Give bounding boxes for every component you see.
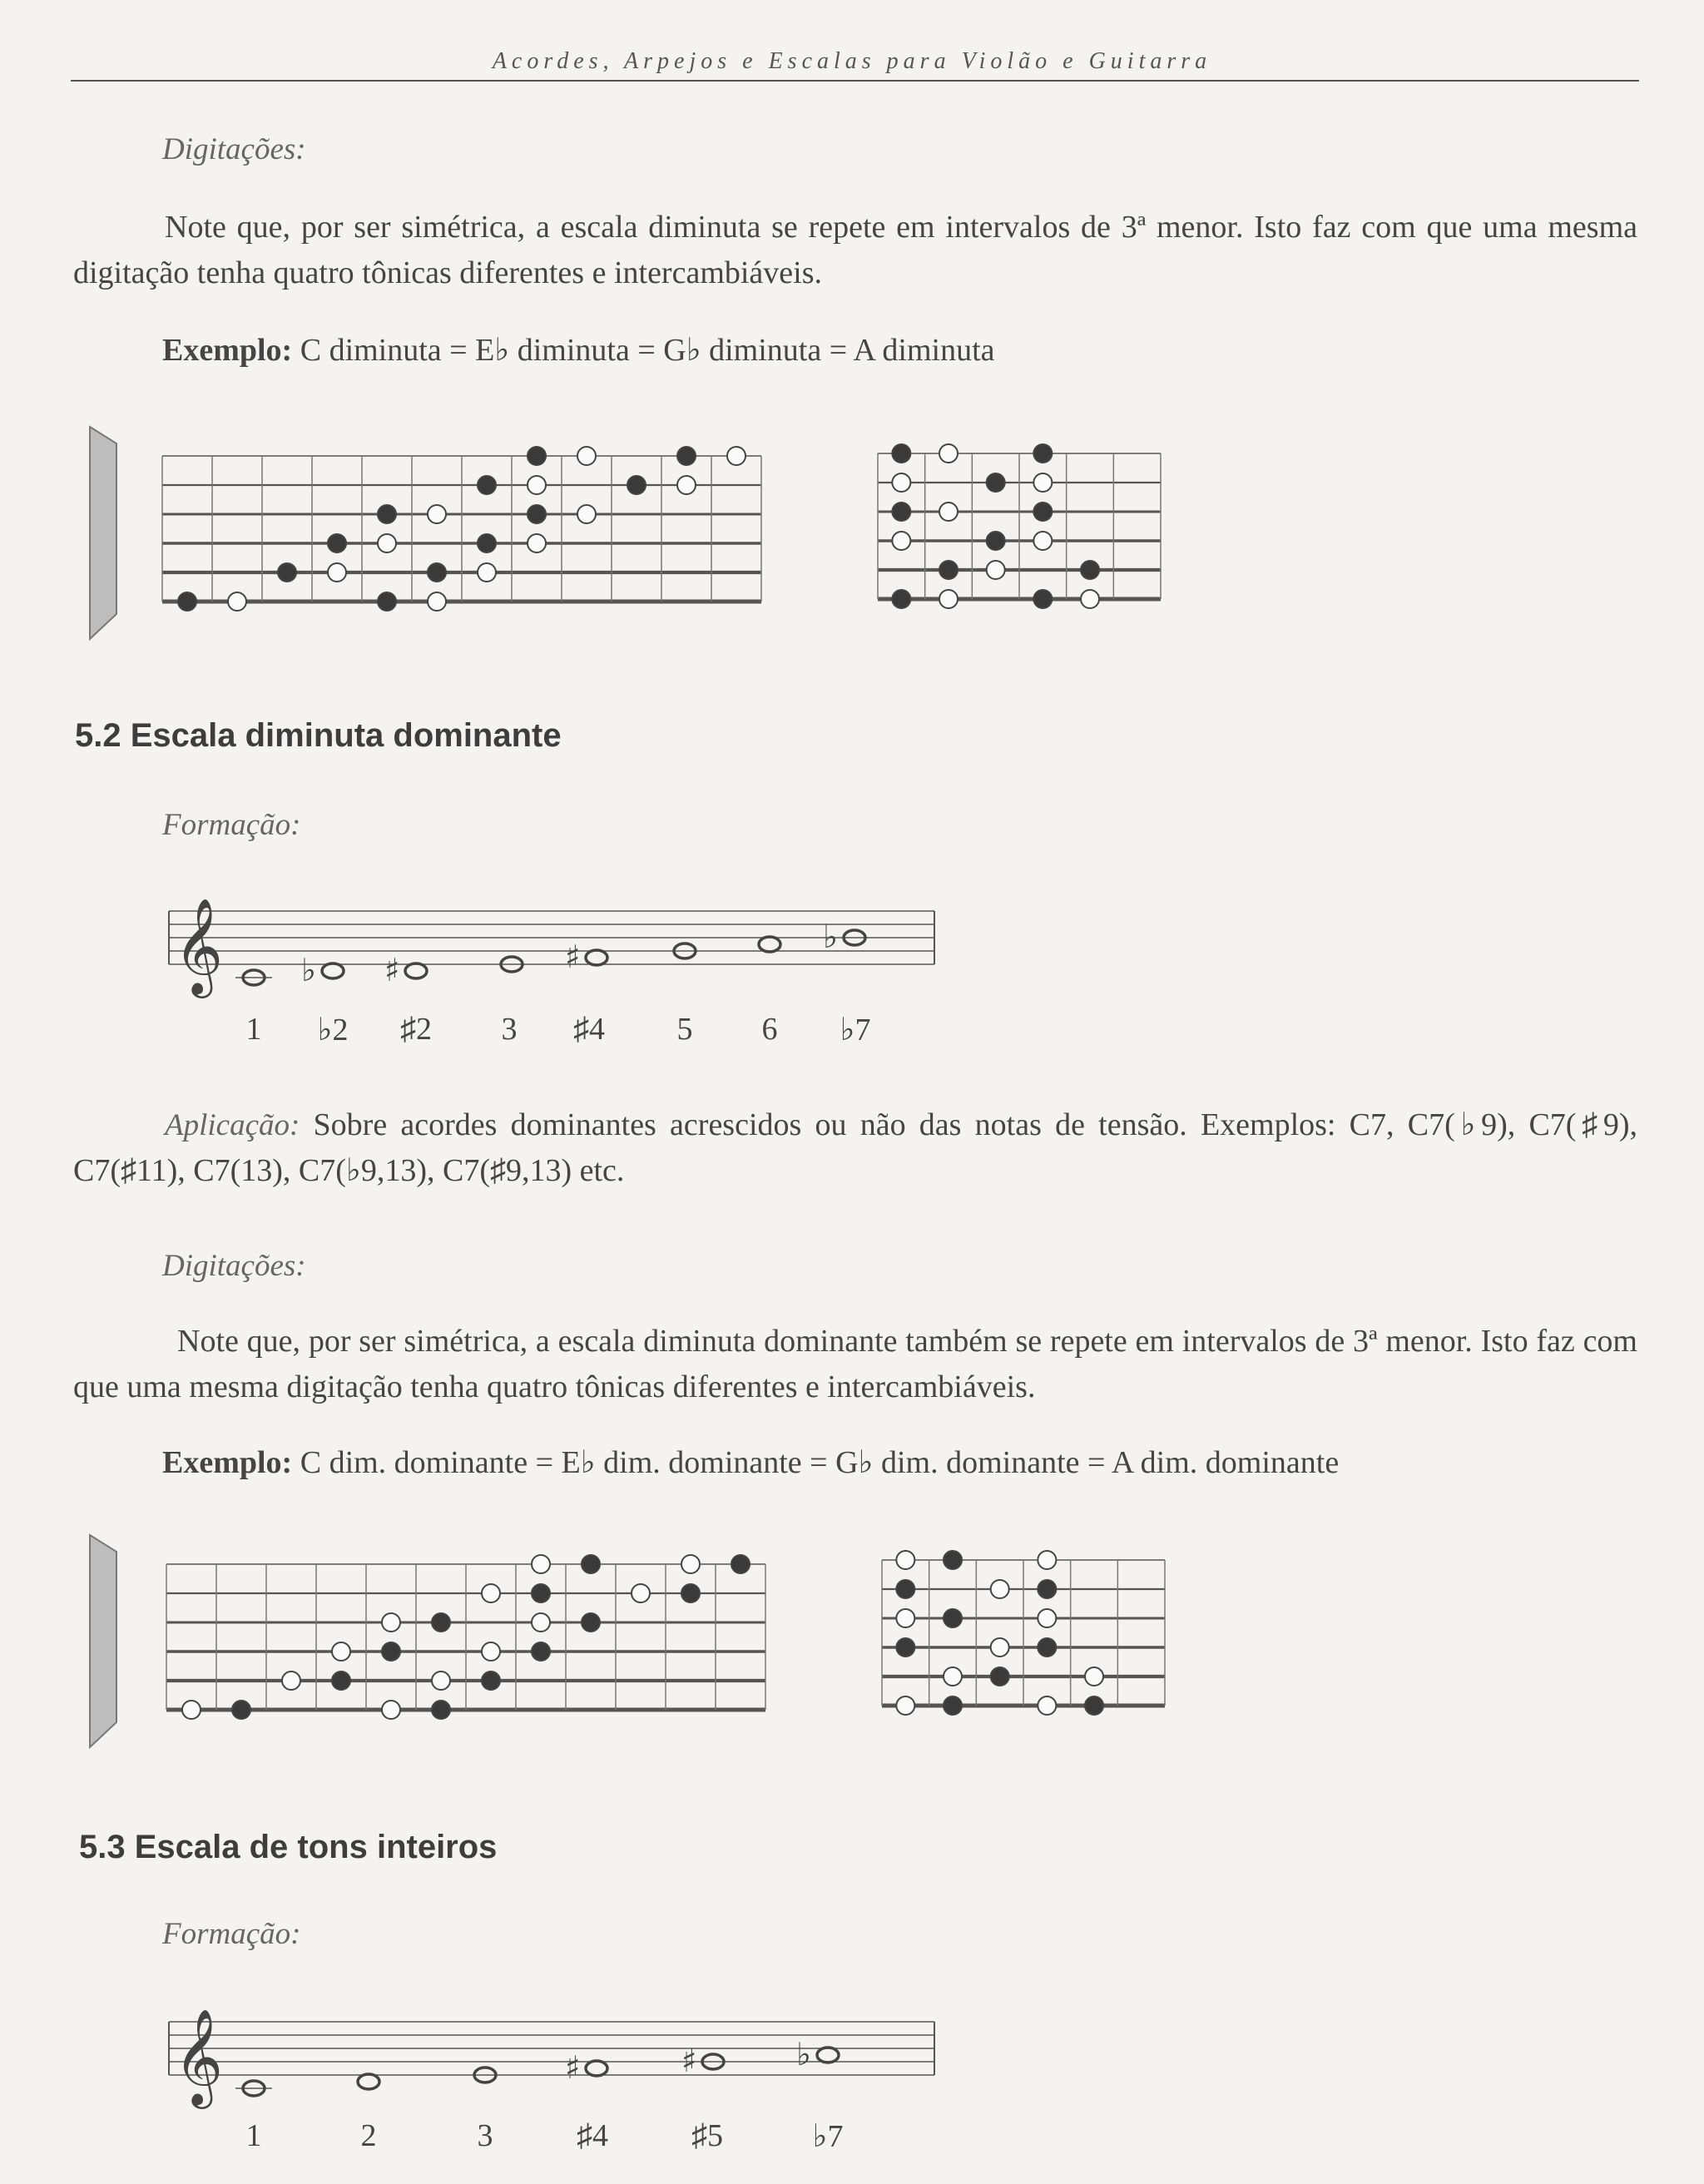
- open-note-dot: [478, 563, 496, 582]
- open-note-dot: [228, 592, 246, 611]
- scale-degree-label: ♯2: [400, 1012, 432, 1047]
- filled-note-dot: [681, 1584, 700, 1602]
- flat-sign: ♭: [796, 2036, 811, 2073]
- filled-note-dot: [1033, 503, 1052, 521]
- filled-note-dot: [478, 476, 496, 494]
- filled-note-dot: [378, 592, 396, 611]
- open-note-dot: [432, 1671, 450, 1690]
- example-text: C diminuta = E♭ diminuta = G♭ diminuta = A diminuta: [300, 333, 995, 368]
- filled-note-dot: [1038, 1580, 1056, 1598]
- open-note-dot: [1038, 1551, 1056, 1569]
- scale-degree-label: ♭2: [317, 1013, 349, 1047]
- filled-note-dot: [892, 590, 910, 608]
- filled-note-dot: [896, 1580, 914, 1598]
- filled-note-dot: [1038, 1638, 1056, 1657]
- open-note-dot: [1033, 532, 1052, 550]
- filled-note-dot: [939, 561, 958, 579]
- scale-degree-label: 6: [761, 1012, 778, 1047]
- filled-note-dot: [987, 473, 1005, 492]
- dominante-note-text: Note que, por ser simétrica, a escala diminuta dominante também se repete em intervalos de 3ª menor. Isto faz com que uma mesma digitação tenha quatro tônicas diferentes e intercambiáveis.: [73, 1324, 1637, 1404]
- aplicacao-paragraph: [73, 1102, 1637, 1194]
- filled-note-dot: [1033, 444, 1052, 463]
- open-note-dot: [632, 1584, 650, 1602]
- filled-note-dot: [482, 1671, 500, 1690]
- filled-note-dot: [178, 592, 196, 611]
- open-note-dot: [987, 561, 1005, 579]
- scale-degrees-5-2: [0, 1011, 1704, 1052]
- filled-note-dot: [892, 503, 910, 521]
- open-note-dot: [532, 1555, 550, 1573]
- scale-degrees-5-3: [0, 2117, 1704, 2159]
- dominante-example: [162, 1444, 1339, 1481]
- filled-note-dot: [731, 1555, 750, 1573]
- filled-note-dot: [328, 534, 346, 552]
- filled-note-dot: [528, 447, 546, 465]
- filled-note-dot: [1033, 590, 1052, 608]
- open-note-dot: [528, 534, 546, 552]
- open-note-dot: [1033, 473, 1052, 492]
- open-note-dot: [382, 1613, 400, 1632]
- open-note-dot: [378, 534, 396, 552]
- header-rule: [71, 80, 1639, 82]
- fretboard-diagram-diminuta-1: [83, 424, 774, 645]
- aplicacao-label: Aplicação:: [165, 1108, 300, 1142]
- filled-note-dot: [428, 563, 446, 582]
- open-note-dot: [428, 592, 446, 611]
- filled-note-dot: [232, 1701, 250, 1719]
- filled-note-dot: [378, 505, 396, 523]
- filled-note-dot: [382, 1642, 400, 1661]
- whole-note: [322, 963, 344, 978]
- filled-note-dot: [944, 1551, 962, 1569]
- staff-5-3: [162, 1993, 944, 2117]
- example-label: Exemplo:: [162, 333, 293, 368]
- treble-clef-icon: 𝄞: [174, 2008, 224, 2105]
- flat-sign: ♭: [301, 952, 316, 988]
- scale-degree-label: ♯4: [573, 1012, 605, 1047]
- filled-note-dot: [432, 1701, 450, 1719]
- open-note-dot: [727, 447, 746, 465]
- fretboard-diagram-dominante-1: [83, 1531, 774, 1751]
- fretboard-diagram-diminuta-2: [865, 424, 1181, 624]
- filled-note-dot: [1085, 1696, 1103, 1715]
- open-note-dot: [677, 476, 696, 494]
- filled-note-dot: [944, 1696, 962, 1715]
- example-text-5-2: C dim. dominante = E♭ dim. dominante = G♭ dim. dominante = A dim. dominante: [300, 1445, 1340, 1480]
- diminuta-note-paragraph: [73, 205, 1637, 296]
- filled-note-dot: [532, 1584, 550, 1602]
- staff-5-2: [162, 882, 944, 1007]
- open-note-dot: [944, 1667, 962, 1686]
- filled-note-dot: [1081, 561, 1099, 579]
- open-note-dot: [1081, 590, 1099, 608]
- open-note-dot: [1085, 1667, 1103, 1686]
- open-note-dot: [1038, 1609, 1056, 1627]
- open-note-dot: [1038, 1696, 1056, 1715]
- filled-note-dot: [677, 447, 696, 465]
- open-note-dot: [991, 1638, 1009, 1657]
- running-head: Acordes, Arpejos e Escalas para Violão e Guitarra: [492, 48, 1212, 74]
- filled-note-dot: [432, 1613, 450, 1632]
- open-note-dot: [892, 473, 910, 492]
- scale-degree-label: 3: [501, 1012, 518, 1047]
- treble-clef-icon: 𝄞: [174, 897, 224, 994]
- whole-note: [817, 2048, 839, 2063]
- open-note-dot: [532, 1613, 550, 1632]
- open-note-dot: [896, 1696, 914, 1715]
- filled-note-dot: [892, 444, 910, 463]
- formacao-label-5-3: Formação:: [162, 1917, 301, 1951]
- digitacoes-label: Digitações:: [162, 132, 306, 166]
- aplicacao-text: Sobre acordes dominantes acrescidos ou não das notas de tensão. Exemplos: C7, C7(♭9), C7(♯9), C7(♯11), C7(13), C7(♭9,13), C7(♯9,13) etc.: [73, 1107, 1638, 1188]
- filled-note-dot: [278, 563, 296, 582]
- open-note-dot: [991, 1580, 1009, 1598]
- section-title-5-3: 5.3 Escala de tons inteiros: [79, 1829, 498, 1865]
- scale-degree-label: ♯5: [691, 2118, 723, 2153]
- filled-note-dot: [528, 505, 546, 523]
- sharp-sign: ♯: [565, 2049, 581, 2086]
- open-note-dot: [939, 444, 958, 463]
- open-note-dot: [577, 447, 596, 465]
- whole-note: [586, 950, 607, 965]
- sharp-sign: ♯: [565, 938, 581, 975]
- scale-degree-label: ♭7: [812, 2119, 844, 2154]
- scale-degree-label: 5: [676, 1012, 693, 1047]
- open-note-dot: [577, 505, 596, 523]
- fretboard-diagram-dominante-2: [865, 1535, 1181, 1735]
- sharp-sign: ♯: [681, 2043, 697, 2079]
- scale-degree-label: 1: [245, 1012, 262, 1047]
- nut-marker: [90, 1535, 116, 1747]
- open-note-dot: [892, 532, 910, 550]
- filled-note-dot: [582, 1555, 600, 1573]
- diminuta-example: [162, 331, 995, 369]
- formacao-label-5-2: Formação:: [162, 808, 301, 842]
- open-note-dot: [939, 590, 958, 608]
- scale-degree-label: 3: [477, 2118, 493, 2153]
- open-note-dot: [939, 503, 958, 521]
- digitacoes-label-5-2: Digitações:: [162, 1249, 306, 1283]
- dominante-note-paragraph: [73, 1319, 1637, 1410]
- filled-note-dot: [478, 534, 496, 552]
- whole-note: [586, 2061, 607, 2076]
- open-note-dot: [482, 1584, 500, 1602]
- filled-note-dot: [991, 1667, 1009, 1686]
- flat-sign: ♭: [823, 919, 838, 955]
- scale-degree-label: 2: [360, 2118, 377, 2153]
- section-title-5-2: 5.2 Escala diminuta dominante: [75, 717, 562, 754]
- filled-note-dot: [896, 1638, 914, 1657]
- filled-note-dot: [987, 532, 1005, 550]
- scale-degree-label: 1: [245, 2118, 262, 2153]
- open-note-dot: [896, 1609, 914, 1627]
- scale-degree-label: ♯4: [577, 2118, 608, 2153]
- nut-marker: [90, 427, 116, 639]
- scale-degree-label: ♭7: [840, 1013, 871, 1047]
- whole-note: [405, 963, 427, 978]
- open-note-dot: [328, 563, 346, 582]
- open-note-dot: [332, 1642, 350, 1661]
- open-note-dot: [681, 1555, 700, 1573]
- open-note-dot: [896, 1551, 914, 1569]
- diminuta-note-text: Note que, por ser simétrica, a escala diminuta se repete em intervalos de 3ª menor. Isto faz com que uma mesma digitação tenha quatro tônicas diferentes e intercambiáveis.: [73, 210, 1637, 290]
- example-label-5-2: Exemplo:: [162, 1445, 293, 1480]
- filled-note-dot: [332, 1671, 350, 1690]
- filled-note-dot: [582, 1613, 600, 1632]
- sharp-sign: ♯: [384, 952, 400, 988]
- open-note-dot: [182, 1701, 201, 1719]
- filled-note-dot: [627, 476, 646, 494]
- filled-note-dot: [532, 1642, 550, 1661]
- open-note-dot: [428, 505, 446, 523]
- open-note-dot: [382, 1701, 400, 1719]
- open-note-dot: [482, 1642, 500, 1661]
- whole-note: [759, 937, 780, 952]
- filled-note-dot: [944, 1609, 962, 1627]
- open-note-dot: [282, 1671, 300, 1690]
- whole-note: [358, 2074, 379, 2089]
- open-note-dot: [528, 476, 546, 494]
